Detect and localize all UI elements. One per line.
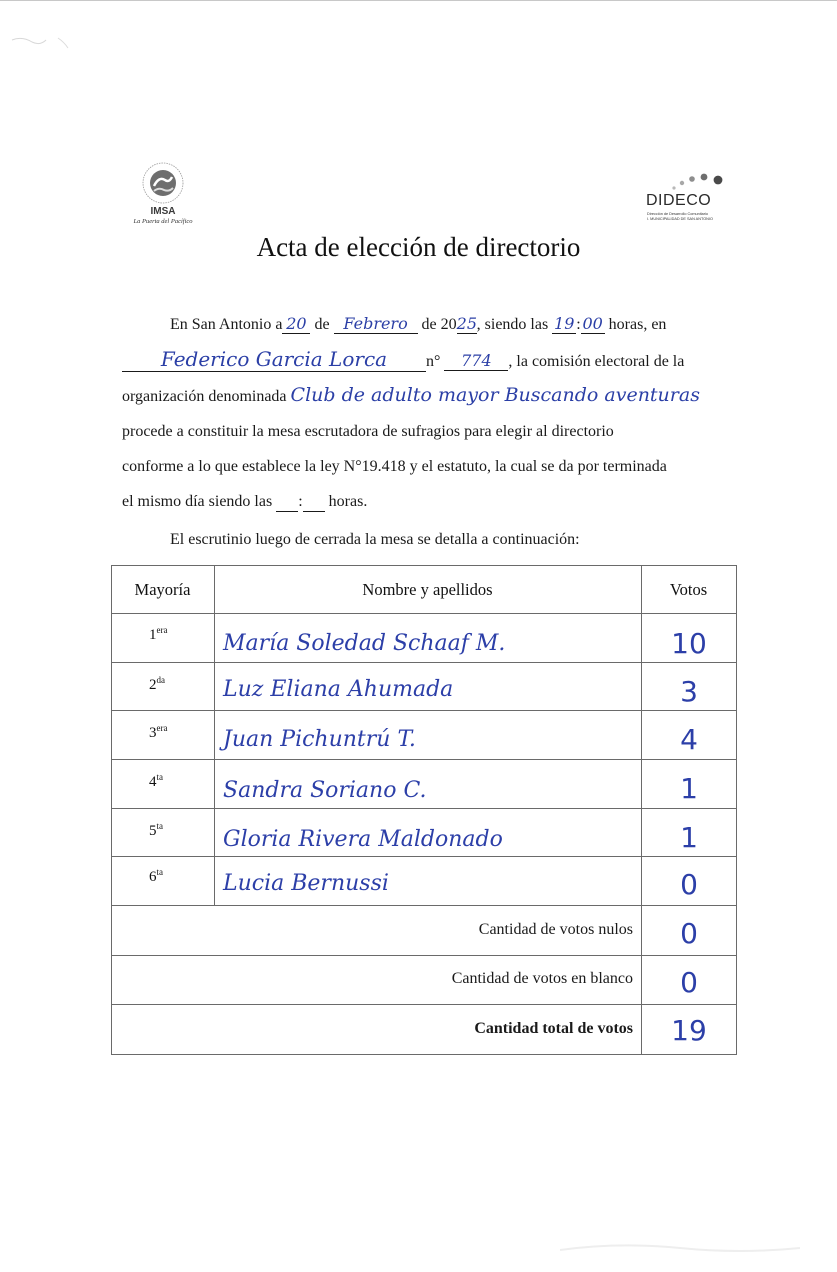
imsa-emblem-icon (142, 162, 184, 204)
header-mayoria: Mayoría (134, 580, 191, 599)
text-number-sign: n° (426, 353, 441, 370)
text-l2b: , la comisión electoral de la (508, 353, 685, 370)
col-divider-2 (641, 565, 642, 1055)
paragraph-line-7: El escrutinio luego de cerrada la mesa se detalla a continuación: (170, 531, 580, 548)
row-divider (111, 856, 737, 857)
paragraph-line-1 (170, 314, 666, 334)
rank-label: $4^{ta}$ (149, 772, 163, 790)
candidate-votes: 1 (680, 821, 698, 854)
text-colon: : (576, 316, 581, 333)
end-hour-blank (276, 493, 298, 512)
candidate-name: Luz Eliana Ahumada (223, 677, 454, 702)
dideco-subtitle-1: Dirección de Desarrollo Comunitario (647, 212, 708, 216)
imsa-logo (122, 160, 204, 230)
results-table (111, 565, 737, 1055)
total-votes-value: 19 (671, 1014, 707, 1047)
candidate-name: Lucia Bernussi (223, 871, 389, 896)
hour-field: 19 (554, 314, 575, 333)
dideco-dots-icon (668, 172, 732, 194)
dideco-subtitle-2: I. MUNICIPALIDAD DE SAN ANTONIO (647, 217, 713, 221)
candidate-votes: 0 (680, 868, 698, 901)
row-divider (111, 710, 737, 711)
col-divider-1 (214, 565, 215, 905)
candidate-name: Juan Pichuntrú T. (223, 727, 416, 752)
blank-votes-label: Cantidad de votos en blanco (451, 970, 633, 987)
table-border-right (736, 565, 737, 1055)
organization-field: Club de adulto mayor Buscando aventuras (290, 384, 700, 406)
candidate-name: Gloria Rivera Maldonado (223, 827, 503, 852)
candidate-votes: 4 (680, 723, 698, 756)
table-border-left (111, 565, 112, 1055)
null-votes-label: Cantidad de votos nulos (478, 921, 633, 938)
header-nombre: Nombre y apellidos (362, 580, 493, 599)
text-l6b: horas. (328, 493, 368, 510)
rank-label: $2^{da}$ (149, 675, 165, 693)
day-field: 20 (282, 314, 310, 334)
paragraph-line-5: conforme a lo que establece la ley N°19.418 y el estatuto, la cual se da por terminada (122, 458, 667, 475)
candidate-name: María Soledad Schaaf M. (223, 631, 506, 656)
row-divider (111, 905, 737, 906)
paragraph-line-4: procede a constituir la mesa escrutadora de sufragios para elegir al directorio (122, 423, 614, 440)
row-divider (111, 759, 737, 760)
candidate-name: Sandra Soriano C. (223, 778, 427, 803)
row-divider (111, 613, 737, 614)
header-votos: Votos (669, 580, 708, 599)
dideco-name: DIDECO (646, 192, 712, 209)
table-border-top (111, 565, 737, 566)
rank-label: $5^{ta}$ (149, 821, 163, 839)
text-l1c: de 20 (421, 316, 457, 333)
rank-label: $3^{era}$ (149, 723, 168, 741)
candidate-votes: 3 (680, 675, 698, 708)
row-divider (111, 662, 737, 663)
total-votes-label: Cantidad total de votos (474, 1020, 633, 1037)
document-title: Acta de elección de directorio (256, 232, 581, 262)
row-divider (111, 808, 737, 809)
paragraph-line-3 (122, 384, 700, 406)
null-votes-value: 0 (680, 917, 698, 950)
street-field: Federico Garcia Lorca (122, 347, 426, 372)
candidate-votes: 10 (671, 627, 707, 660)
row-divider (111, 955, 737, 956)
imsa-name: IMSA (150, 206, 176, 217)
month-field: Febrero (334, 314, 418, 334)
paragraph-line-6 (122, 493, 367, 512)
year-field: 25 (456, 314, 478, 333)
rank-label: $6^{ta}$ (149, 867, 163, 885)
blank-votes-value: 0 (680, 966, 698, 999)
text-l3a: organización denominada (122, 388, 287, 405)
text-l6a: el mismo día siendo las (122, 493, 273, 510)
rank-label: $1^{era}$ (149, 625, 168, 643)
minutes-field: 00 (582, 314, 603, 333)
candidate-votes: 1 (680, 772, 698, 805)
text-l1e: horas, en (608, 316, 667, 333)
scan-smudge-bottom (560, 1230, 800, 1260)
text-l1b: de (314, 316, 330, 333)
text-l1d: , siendo las (476, 316, 549, 333)
end-minutes-blank (303, 493, 325, 512)
street-number-field: 774 (444, 351, 508, 371)
page-top-edge (0, 0, 837, 1)
imsa-slogan: La Puerta del Pacífico (133, 218, 193, 225)
row-divider (111, 1004, 737, 1005)
paragraph-line-2 (122, 347, 684, 372)
dideco-logo (646, 172, 732, 228)
text-l1a: En San Antonio a (170, 316, 283, 333)
scan-smudge (8, 30, 88, 70)
text-l6-colon: : (298, 493, 303, 510)
table-border-bottom (111, 1054, 737, 1055)
